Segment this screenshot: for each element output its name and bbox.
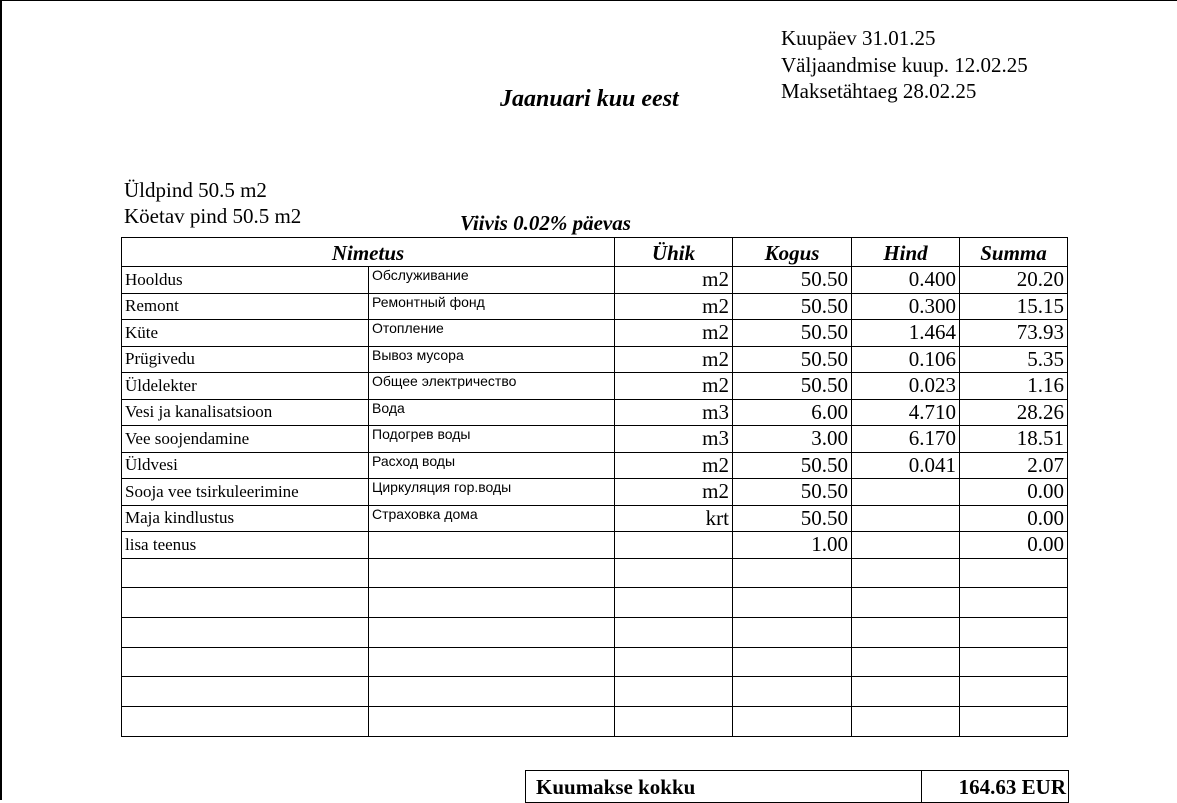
row-quantity: 50.50 xyxy=(733,346,852,373)
row-price xyxy=(852,532,960,559)
penalty-rate: Viivis 0.02% päevas xyxy=(460,211,631,235)
empty-cell xyxy=(733,706,852,736)
row-name: Sooja vee tsirkuleerimine xyxy=(122,479,369,506)
row-unit: m2 xyxy=(615,267,733,294)
empty-cell xyxy=(615,588,733,618)
row-sum: 1.16 xyxy=(960,373,1068,400)
row-price xyxy=(852,505,960,532)
total-value: 164.63 EUR xyxy=(922,771,1069,803)
empty-cell xyxy=(852,677,960,707)
table-row xyxy=(122,452,1068,479)
table-row xyxy=(122,267,1068,294)
empty-cell xyxy=(960,617,1068,647)
row-name-ru: Циркуляция гор.воды xyxy=(369,479,615,506)
row-quantity: 50.50 xyxy=(733,505,852,532)
empty-row xyxy=(122,617,1068,647)
table-row xyxy=(122,293,1068,320)
table-row xyxy=(122,505,1068,532)
empty-cell xyxy=(733,558,852,588)
empty-cell xyxy=(733,588,852,618)
table-row xyxy=(122,346,1068,373)
row-name-ru: Общее электричество xyxy=(369,373,615,400)
issue-date: Väljaandmise kuup. 12.02.25 xyxy=(781,53,1028,77)
row-price: 1.464 xyxy=(852,320,960,347)
row-name: Prügivedu xyxy=(122,346,369,373)
row-name-ru xyxy=(369,532,615,559)
row-sum: 0.00 xyxy=(960,479,1068,506)
invoice-table xyxy=(121,237,1068,737)
row-price: 6.170 xyxy=(852,426,960,453)
empty-cell xyxy=(852,558,960,588)
row-price: 4.710 xyxy=(852,399,960,426)
row-name: Vesi ja kanalisatsioon xyxy=(122,399,369,426)
empty-cell xyxy=(369,558,615,588)
header-price: Hind xyxy=(852,238,960,267)
empty-row xyxy=(122,677,1068,707)
due-date: Maksetähtaeg 28.02.25 xyxy=(781,79,977,103)
empty-row xyxy=(122,647,1068,677)
row-name-ru: Расход воды xyxy=(369,452,615,479)
row-quantity: 50.50 xyxy=(733,452,852,479)
total-area: Üldpind 50.5 m2 xyxy=(124,178,267,202)
empty-cell xyxy=(122,617,369,647)
row-unit: m2 xyxy=(615,346,733,373)
page-border-left xyxy=(0,0,2,800)
empty-cell xyxy=(852,617,960,647)
row-sum: 0.00 xyxy=(960,532,1068,559)
row-unit: krt xyxy=(615,505,733,532)
row-sum: 20.20 xyxy=(960,267,1068,294)
row-unit xyxy=(615,532,733,559)
empty-row xyxy=(122,706,1068,736)
empty-cell xyxy=(733,617,852,647)
row-sum: 15.15 xyxy=(960,293,1068,320)
row-price: 0.300 xyxy=(852,293,960,320)
row-name: Küte xyxy=(122,320,369,347)
empty-cell xyxy=(960,706,1068,736)
row-sum: 18.51 xyxy=(960,426,1068,453)
empty-cell xyxy=(733,677,852,707)
header-name: Nimetus xyxy=(122,238,615,267)
row-name-ru: Вода xyxy=(369,399,615,426)
row-quantity: 3.00 xyxy=(733,426,852,453)
row-sum: 28.26 xyxy=(960,399,1068,426)
empty-cell xyxy=(960,558,1068,588)
empty-cell xyxy=(615,706,733,736)
empty-cell xyxy=(852,588,960,618)
empty-cell xyxy=(122,706,369,736)
row-name-ru: Вывоз мусора xyxy=(369,346,615,373)
row-quantity: 50.50 xyxy=(733,479,852,506)
total-box xyxy=(525,770,1069,803)
page-border-top xyxy=(0,0,1177,1)
row-unit: m2 xyxy=(615,373,733,400)
empty-cell xyxy=(615,647,733,677)
row-quantity: 50.50 xyxy=(733,320,852,347)
table-row xyxy=(122,479,1068,506)
empty-row xyxy=(122,558,1068,588)
table-row xyxy=(122,373,1068,400)
row-quantity: 1.00 xyxy=(733,532,852,559)
purchase-date: Kuupäev 31.01.25 xyxy=(781,26,936,50)
row-price: 0.041 xyxy=(852,452,960,479)
table-header-row xyxy=(122,238,1068,267)
header-quantity: Kogus xyxy=(733,238,852,267)
row-sum: 73.93 xyxy=(960,320,1068,347)
row-name: lisa teenus xyxy=(122,532,369,559)
empty-cell xyxy=(733,647,852,677)
empty-cell xyxy=(615,558,733,588)
row-price xyxy=(852,479,960,506)
header-unit: Ühik xyxy=(615,238,733,267)
empty-row xyxy=(122,588,1068,618)
row-unit: m3 xyxy=(615,426,733,453)
table-row xyxy=(122,532,1068,559)
row-name-ru: Страховка дома xyxy=(369,505,615,532)
row-sum: 0.00 xyxy=(960,505,1068,532)
row-unit: m2 xyxy=(615,293,733,320)
empty-cell xyxy=(122,558,369,588)
empty-cell xyxy=(369,588,615,618)
row-sum: 2.07 xyxy=(960,452,1068,479)
row-name: Vee soojendamine xyxy=(122,426,369,453)
empty-cell xyxy=(369,647,615,677)
empty-cell xyxy=(852,706,960,736)
table-row xyxy=(122,426,1068,453)
row-name-ru: Подогрев воды xyxy=(369,426,615,453)
row-quantity: 50.50 xyxy=(733,293,852,320)
total-label: Kuumakse kokku xyxy=(526,771,922,803)
empty-cell xyxy=(615,617,733,647)
row-name: Hooldus xyxy=(122,267,369,294)
empty-cell xyxy=(960,588,1068,618)
row-name-ru: Ремонтный фонд xyxy=(369,293,615,320)
row-unit: m2 xyxy=(615,452,733,479)
empty-cell xyxy=(122,588,369,618)
header-sum: Summa xyxy=(960,238,1068,267)
row-price: 0.106 xyxy=(852,346,960,373)
row-price: 0.023 xyxy=(852,373,960,400)
row-quantity: 6.00 xyxy=(733,399,852,426)
empty-cell xyxy=(369,706,615,736)
row-price: 0.400 xyxy=(852,267,960,294)
table-row xyxy=(122,399,1068,426)
heated-area: Köetav pind 50.5 m2 xyxy=(124,204,302,228)
empty-cell xyxy=(369,677,615,707)
row-name: Maja kindlustus xyxy=(122,505,369,532)
row-name: Remont xyxy=(122,293,369,320)
empty-cell xyxy=(852,647,960,677)
empty-cell xyxy=(122,647,369,677)
table-row xyxy=(122,320,1068,347)
row-name-ru: Обслуживание xyxy=(369,267,615,294)
row-unit: m2 xyxy=(615,479,733,506)
row-name-ru: Отопление xyxy=(369,320,615,347)
row-unit: m3 xyxy=(615,399,733,426)
empty-cell xyxy=(960,647,1068,677)
row-name: Üldvesi xyxy=(122,452,369,479)
empty-cell xyxy=(122,677,369,707)
empty-cell xyxy=(615,677,733,707)
row-unit: m2 xyxy=(615,320,733,347)
empty-cell xyxy=(369,617,615,647)
row-sum: 5.35 xyxy=(960,346,1068,373)
row-name: Üldelekter xyxy=(122,373,369,400)
row-quantity: 50.50 xyxy=(733,267,852,294)
row-quantity: 50.50 xyxy=(733,373,852,400)
invoice-title: Jaanuari kuu eest xyxy=(500,86,679,112)
empty-cell xyxy=(960,677,1068,707)
